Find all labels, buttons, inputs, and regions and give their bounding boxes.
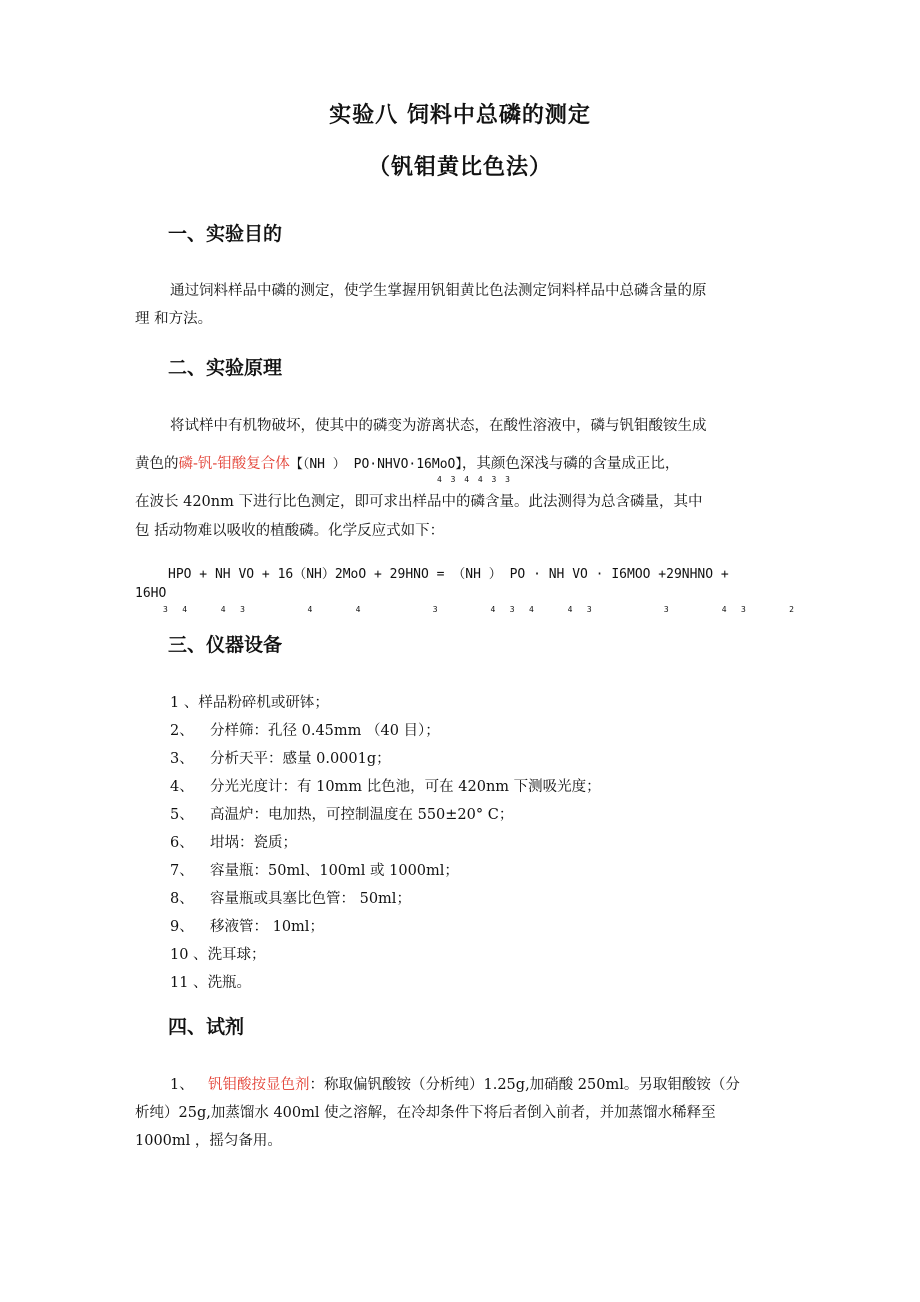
- list-item: 2、 分样筛：孔径 0.45mm （40 目）；: [170, 723, 440, 739]
- section-heading-equipment: 三、仪器设备: [168, 634, 283, 656]
- list-item: 1 、样品粉碎机或研钵；: [170, 695, 329, 711]
- reagent-number: 1、: [170, 1077, 194, 1093]
- list-item: 9、 移液管： 10ml；: [170, 919, 324, 935]
- reagent-line-1-rest: ：称取偏钒酸铵（分析纯）1.25g,加硝酸 250ml。另取钼酸铵（分: [309, 1077, 740, 1093]
- list-item: 5、 高温炉：电加热，可控制温度在 550±20° C；: [170, 807, 514, 823]
- reagent-line-3: 1000ml ，摇匀备用。: [135, 1133, 282, 1149]
- principle-line-4: 包 括动物难以吸收的植酸磷。化学反应式如下：: [135, 523, 445, 539]
- principle-line-2-post: ，其颜色深浅与磷的含量成正比，: [461, 456, 680, 472]
- list-item: 4、 分光光度计：有 10mm 比色池，可在 420nm 下测吸光度；: [170, 779, 601, 795]
- page-title: 实验八 饲料中总磷的测定: [329, 103, 591, 128]
- list-item: 6、 坩埚：瓷质；: [170, 835, 297, 851]
- section-heading-reagents: 四、试剂: [168, 1016, 245, 1038]
- list-item: 8、 容量瓶或具塞比色管： 50ml；: [170, 891, 411, 907]
- list-item: 3、 分析天平：感量 0.0001g；: [170, 751, 391, 767]
- principle-line-1: 将试样中有机物破坏，使其中的磷变为游离状态，在酸性溶液中，磷与钒钼酸铵生成: [170, 418, 707, 434]
- section-heading-purpose: 一、实验目的: [168, 223, 283, 245]
- principle-line-2-pre: 黄色的: [135, 456, 179, 472]
- purpose-line-2: 理 和方法。: [135, 311, 213, 327]
- reagent-line-1: [170, 1073, 740, 1094]
- reagent-line-2: 析纯）25g,加蒸馏水 400ml 使之溶解，在冷却条件下将后者倒入前者，并加蒸馏水稀释至: [135, 1105, 716, 1121]
- reagent-name: 钒钼酸按显色剂: [208, 1077, 310, 1093]
- list-item: 7、 容量瓶：50ml、100ml 或 1000ml；: [170, 863, 459, 879]
- complex-formula: 【（NH ） PO·NHVO·16MoO】: [289, 457, 462, 472]
- equation-line-2: 16HO: [135, 586, 167, 601]
- equation-line-1: HPO + NH VO + 16（NH）2MoO + 29HNO = （NH ） PO · NH VO · I6MOO +29NHNO +: [168, 567, 729, 582]
- equation-subscripts: 3 4 4 3 4 4 3 4 3 4 4 3 3 4 3 2: [163, 605, 794, 614]
- principle-line-3: 在波长 420nm 下进行比色测定，即可求出样品中的磷含量。此法测得为总含磷量，其中: [135, 494, 703, 510]
- complex-name: 磷-钒-钼酸复合体: [178, 456, 290, 472]
- page-subtitle: （钒钼黄比色法）: [367, 155, 552, 180]
- list-item: 10 、洗耳球；: [170, 947, 266, 963]
- purpose-line-1: 通过饲料样品中磷的测定，使学生掌握用钒钼黄比色法测定饲料样品中总磷含量的原: [170, 283, 707, 299]
- principle-line-2: [135, 452, 679, 473]
- formula-subscripts: 4 3 4 4 3 3: [437, 475, 512, 484]
- list-item: 11 、洗瓶。: [170, 975, 252, 991]
- section-heading-principle: 二、实验原理: [168, 357, 283, 379]
